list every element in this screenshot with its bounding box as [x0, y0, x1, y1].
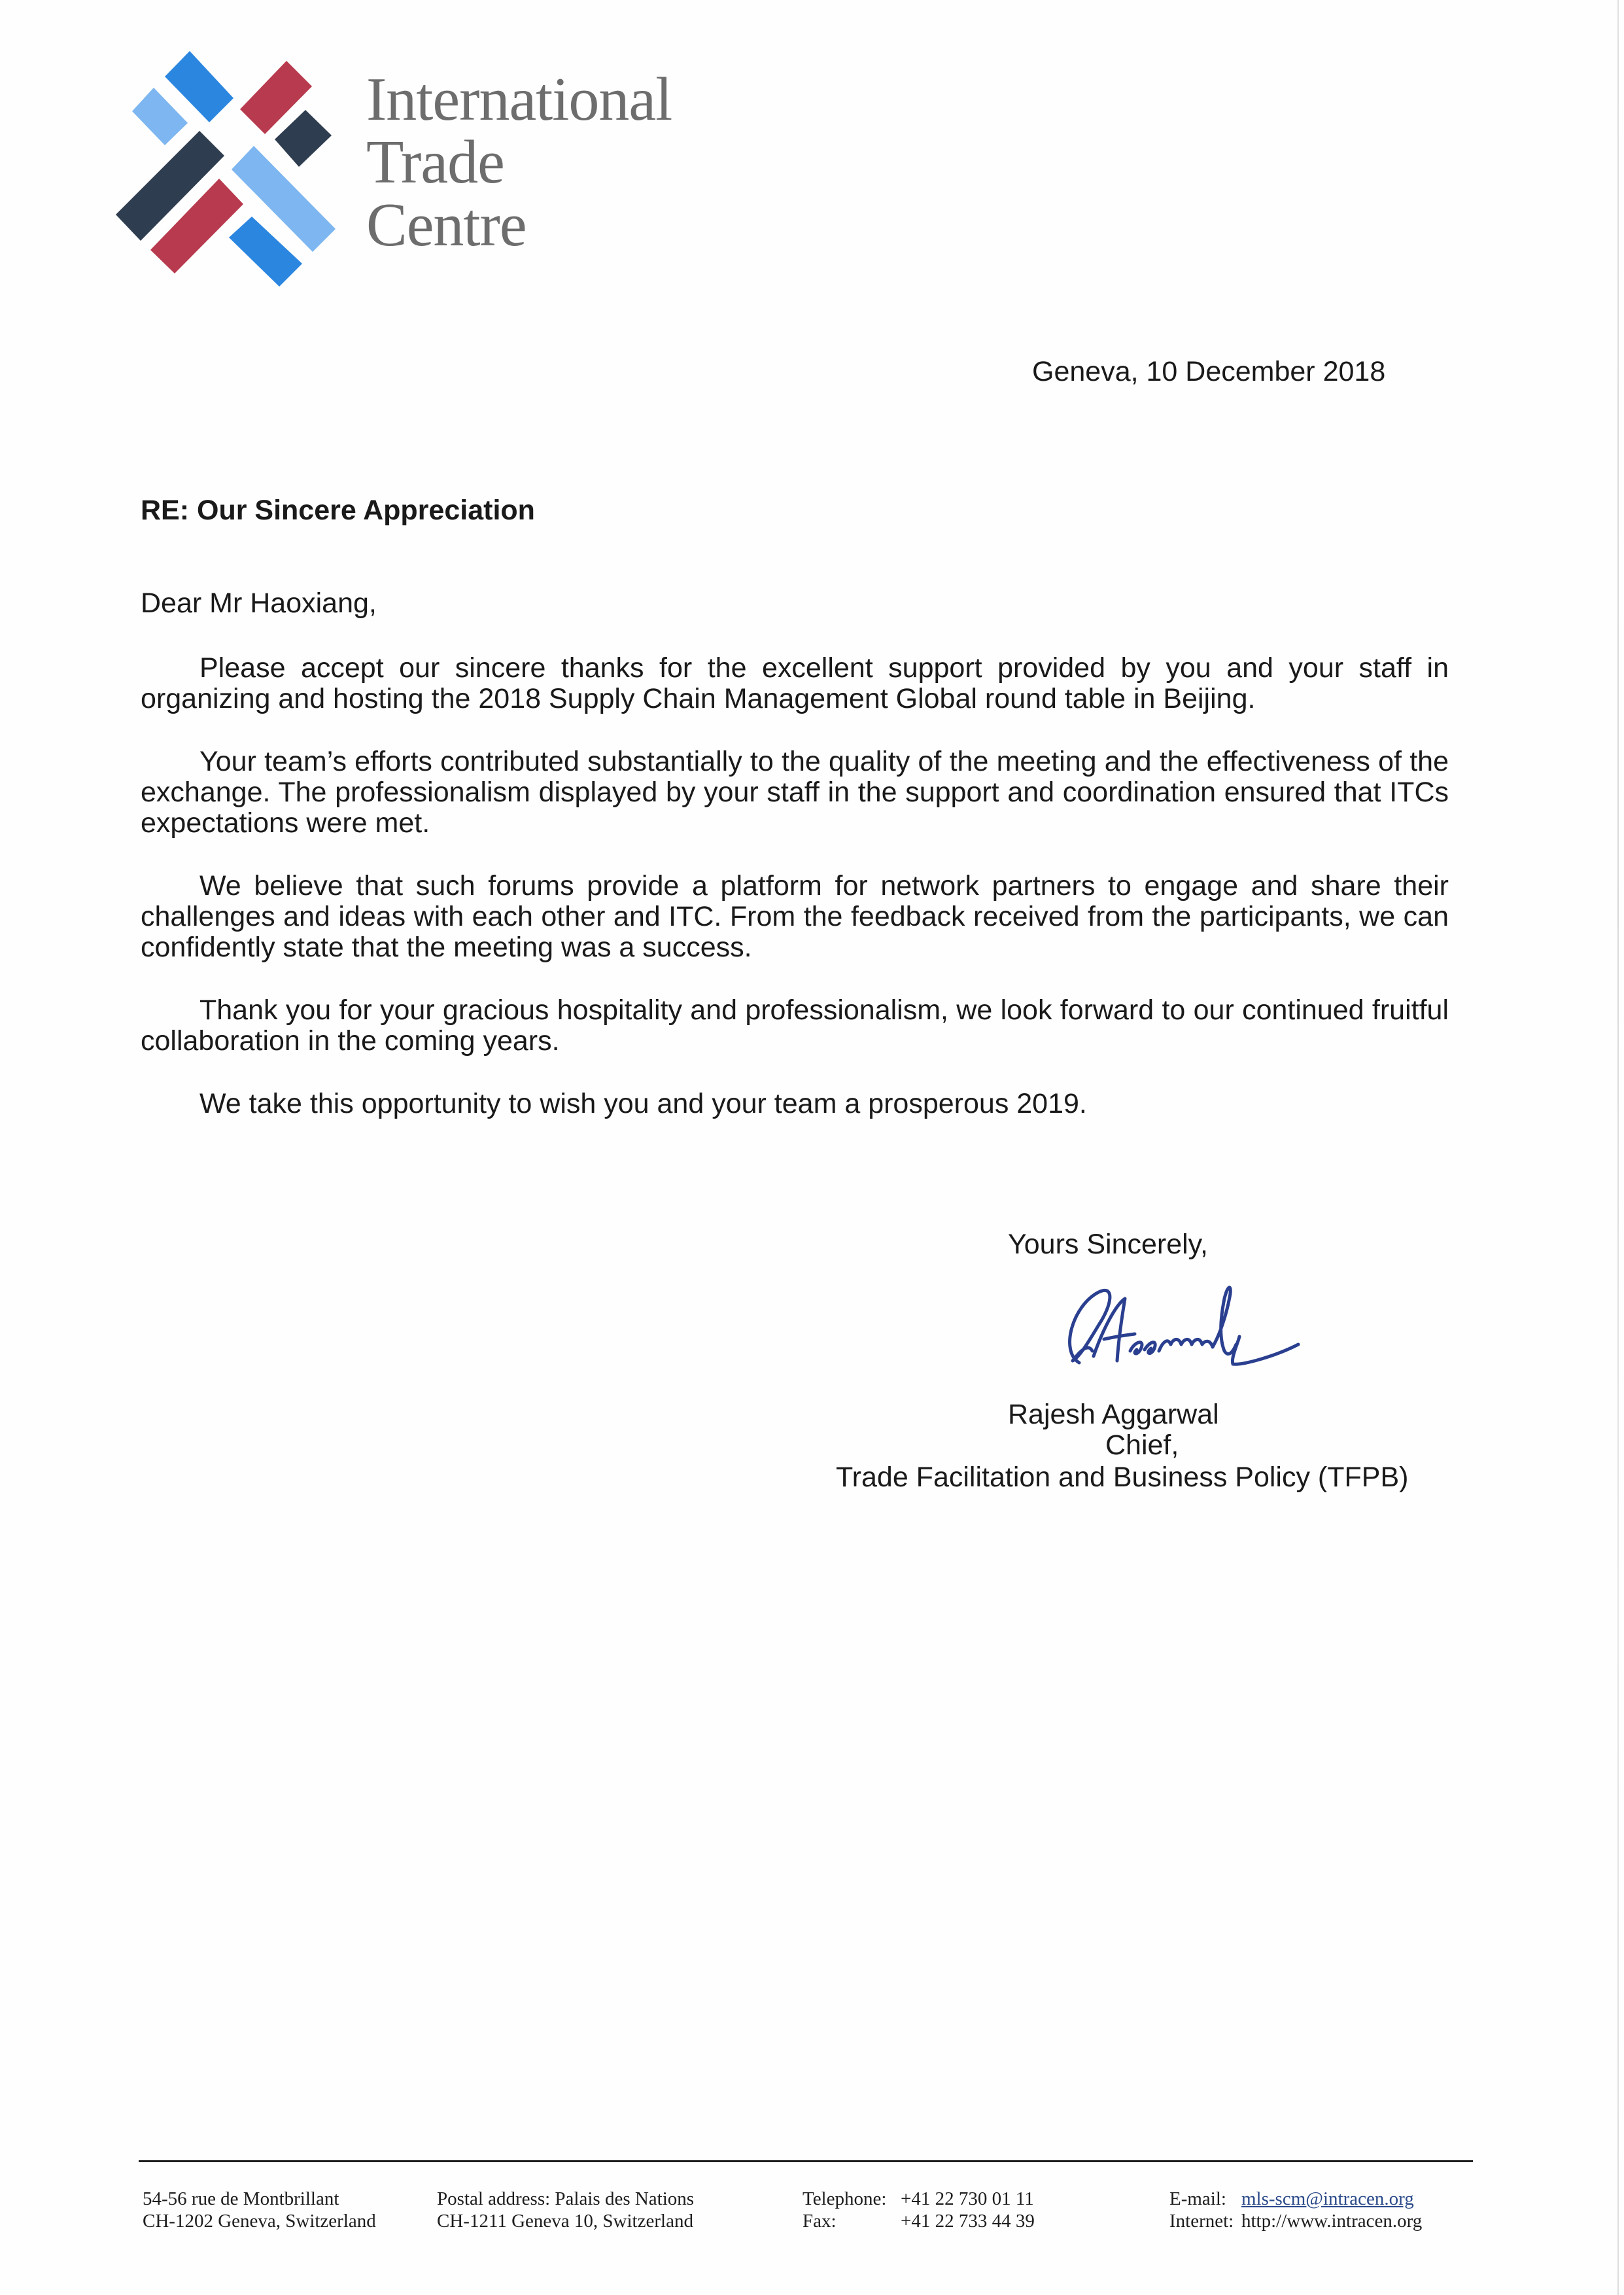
footer-street-address — [143, 2188, 376, 2232]
itc-logo-icon — [111, 46, 340, 294]
org-name-line: International — [366, 65, 672, 133]
body-paragraph: Your team’s efforts contributed substantially to the quality of the meeting and the effectiveness of the exchange. The professionalism displayed by your staff in the support and coordination ensured that ITCs expectations were met. — [141, 746, 1449, 839]
closing: Yours Sincerely, — [1008, 1229, 1208, 1260]
logo-bar-lightblue-small — [132, 88, 188, 145]
email-link[interactable]: mls-scm@intracen.org — [1241, 2188, 1414, 2209]
fax-value: +41 22 733 44 39 — [901, 2211, 1035, 2232]
signatory-title: Chief, — [1105, 1429, 1179, 1461]
handwritten-signature-icon — [1053, 1279, 1360, 1374]
internet-label: Internet: — [1169, 2211, 1234, 2232]
signatory-name: Rajesh Aggarwal — [1008, 1399, 1219, 1430]
footer-postal-address — [437, 2188, 694, 2232]
footer-address-line: CH-1202 Geneva, Switzerland — [143, 2211, 376, 2232]
body-paragraph: Thank you for your gracious hospitality and professionalism, we look forward to our continued fruitful collaboration in the coming years. — [141, 994, 1449, 1057]
letter-body — [141, 653, 1449, 1151]
footer-postal-line: CH-1211 Geneva 10, Switzerland — [437, 2211, 693, 2232]
email-label: E-mail: — [1169, 2188, 1226, 2209]
telephone-value: +41 22 730 01 11 — [901, 2188, 1034, 2209]
body-paragraph: We believe that such forums provide a platform for network partners to engage and share their challenges and ideas with each other and ITC. From the feedback received from the participants, we can confidently state that the meeting was a success. — [141, 870, 1449, 963]
fax-label: Fax: — [803, 2211, 837, 2232]
org-name-line: Trade — [366, 128, 504, 196]
salutation: Dear Mr Haoxiang, — [141, 587, 377, 619]
signatory-department: Trade Facilitation and Business Policy (TFPB) — [836, 1462, 1409, 1493]
footer-address-line: 54-56 rue de Montbrillant — [143, 2188, 339, 2209]
website-url: http://www.intracen.org — [1241, 2211, 1423, 2232]
footer-phone-block — [803, 2188, 1035, 2232]
org-name-line: Centre — [366, 191, 527, 259]
footer-web-block — [1169, 2188, 1422, 2232]
body-paragraph: We take this opportunity to wish you and your team a prosperous 2019. — [199, 1088, 1087, 1119]
footer-postal-line: Postal address: Palais des Nations — [437, 2188, 695, 2209]
footer-divider — [139, 2160, 1473, 2162]
scan-edge-line — [1617, 0, 1619, 2295]
subject-line: RE: Our Sincere Appreciation — [141, 495, 535, 526]
body-paragraph: Please accept our sincere thanks for the excellent support provided by you and your staff in organizing and hosting the 2018 Supply Chain Management Global round table in Beijing. — [141, 652, 1449, 714]
telephone-label: Telephone: — [803, 2188, 887, 2209]
logo-bar-navy-small — [275, 110, 332, 167]
place-date: Geneva, 10 December 2018 — [1032, 356, 1386, 387]
org-name-logotype — [366, 65, 672, 259]
